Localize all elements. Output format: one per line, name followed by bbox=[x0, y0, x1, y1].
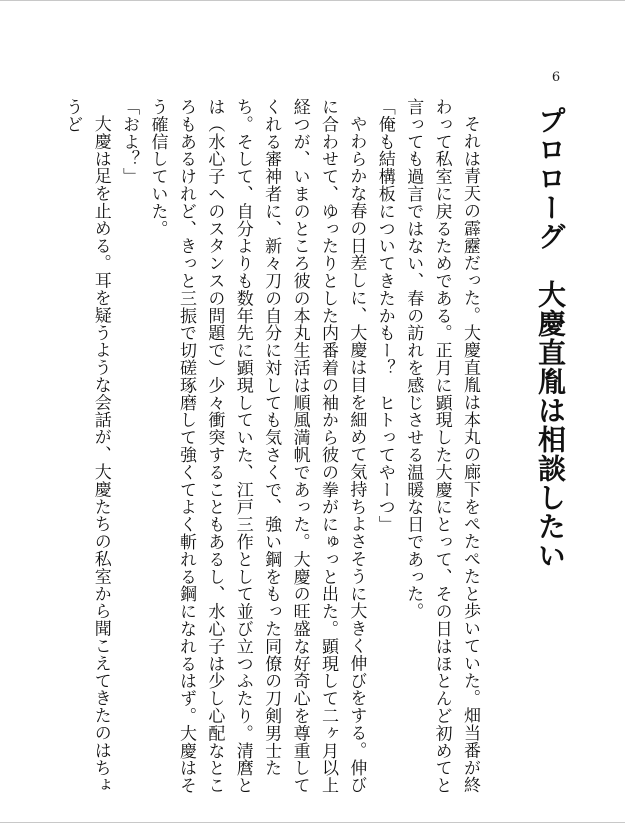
top-divider bbox=[0, 0, 625, 1]
dialogue-line: 「およ？」 bbox=[119, 98, 140, 185]
page-number: 6 bbox=[551, 70, 561, 85]
paragraph: それは青天の霹靂だった。大慶直胤は本丸の廊下をぺたぺたと歩いていた。畑当番が終わって私室に戻るためである。正月に顕現した大慶にとって、その日はほとんど初めてと言っても過言ではない、春の訪れを感じさせる温暖な日であった。 bbox=[403, 98, 480, 794]
vertical-text-body bbox=[58, 98, 570, 798]
chapter-title: プロローグ 大慶直胤は相談したい bbox=[534, 106, 567, 570]
paragraph: 大慶は足を止める。耳を疑うような会話が、大慶たちの私室から聞こえてきたのはちょうど bbox=[62, 98, 111, 794]
paragraph: やわらかな春の日差しに、大慶は目を細めて気持ちよさそうに大きく伸びをする。伸びに合わせて、ゆったりとした内番着の袖から彼の拳がにゅっと出た。顕現して二ヶ月以上経つが、いまのところ彼の本丸生活は順風満帆であった。大慶の旺盛な好奇心を尊重してくれる審神者に、新々刀の自分に対しても気さくで、強い鋼をもった同僚の刀剣男士たち。そして、自分よりも数年先に顕現していた、江戸三作として並び立つふたり。清麿とは（水心子へのスタンスの問題で）少々衝突することもあるし、水心子は少し心配なところもあるけれど、きっと三振で切磋琢磨して強くてよく斬れる鋼になれるはず。大慶はそう確信していた。 bbox=[147, 98, 367, 794]
dialogue-line: 「俺も結構板についてきたかもー？ ヒトってやーつ」 bbox=[374, 98, 395, 533]
